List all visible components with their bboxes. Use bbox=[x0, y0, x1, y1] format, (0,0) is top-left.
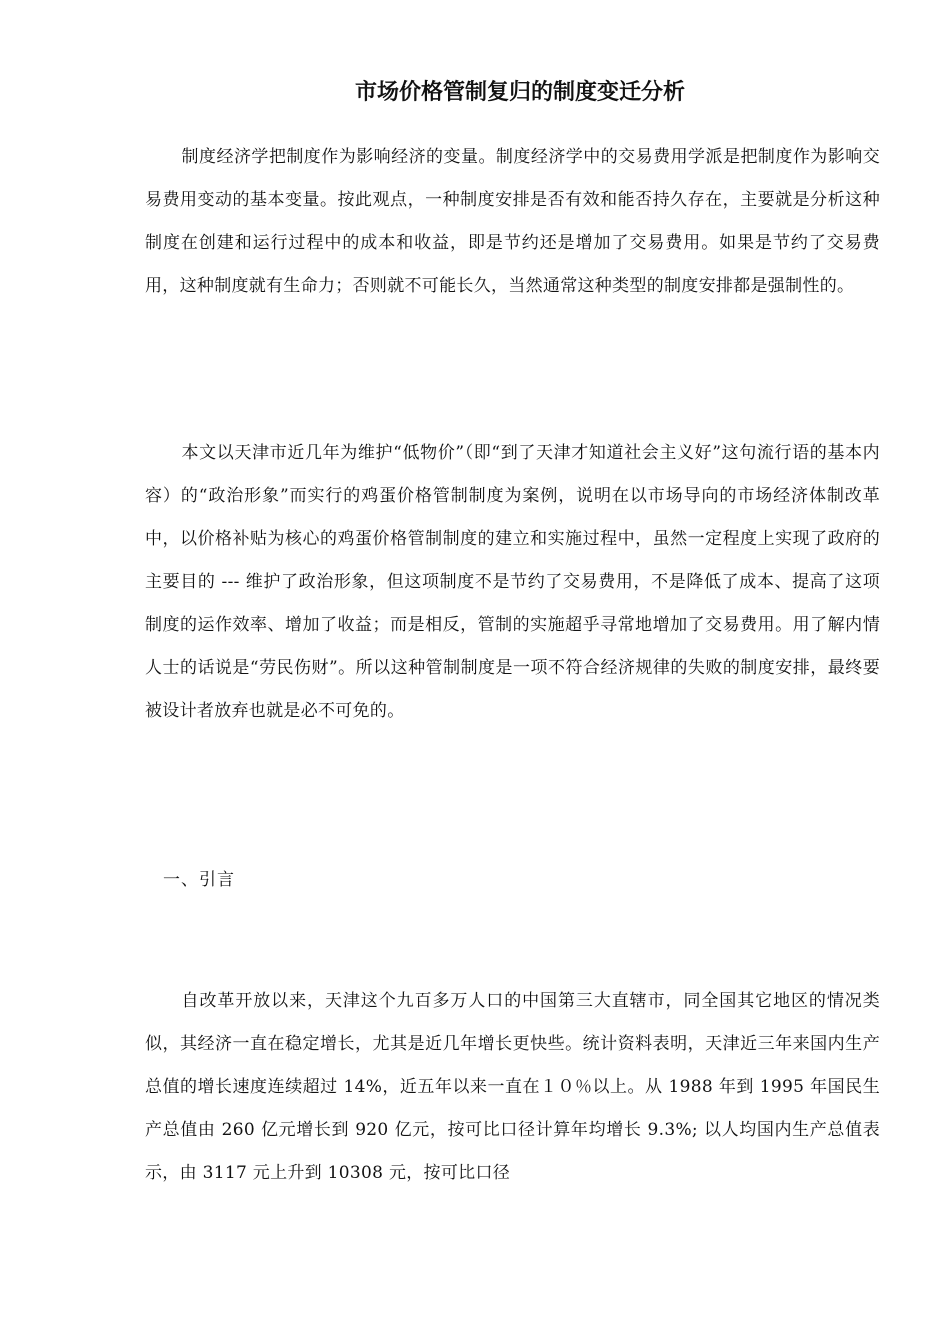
section-heading-introduction: 一、引言 bbox=[163, 870, 235, 890]
paragraph-tianjin-case: 本文以天津市近几年为维护“低物价”（即“到了天津才知道社会主义好”这句流行语的基本内容）的“政治形象”而实行的鸡蛋价格管制制度为案例，说明在以市场导向的市场经济体制改革中，以价格补贴为核心的鸡蛋价格管制制度的建立和实施过程中，虽然一定程度上实现了政府的主要目的 --- 维护了政治形象，但这项制度不是节约了交易费用，不是降低了成本、提高了这项制度的运作效率、增加了收益；而是相反，管制的实施超乎寻常地增加了交易费用。用了解内情人士的话说是“劳民伤财”。所以这种管制制度是一项不符合经济规律的失败的制度安排，最终要被设计者放弃也就是必不可免的。 bbox=[145, 443, 880, 721]
paragraph-introduction: 自改革开放以来，天津这个九百多万人口的中国第三大直辖市，同全国其它地区的情况类似，其经济一直在稳定增长，尤其是近几年增长更快些。统计资料表明，天津近三年来国内生产总值的增长速度连续超过 14%，近五年以来一直在１０％以上。从 1988 年到 1995 年国民生产总值由 260 亿元增长到 920 亿元，按可比口径计算年均增长 9.3%; 以人均国内生产总值表示，由 3117 元上升到 10308 元，按可比口径 bbox=[145, 991, 880, 1183]
document-title: 市场价格管制复归的制度变迁分析 bbox=[354, 79, 685, 105]
paragraph-institutional-economics: 制度经济学把制度作为影响经济的变量。制度经济学中的交易费用学派是把制度作为影响交易费用变动的基本变量。按此观点，一种制度安排是否有效和能否持久存在，主要就是分析这种制度在创建和运行过程中的成本和收益，即是节约还是增加了交易费用。如果是节约了交易费用，这种制度就有生命力；否则就不可能长久，当然通常这种类型的制度安排都是强制性的。 bbox=[145, 147, 880, 296]
